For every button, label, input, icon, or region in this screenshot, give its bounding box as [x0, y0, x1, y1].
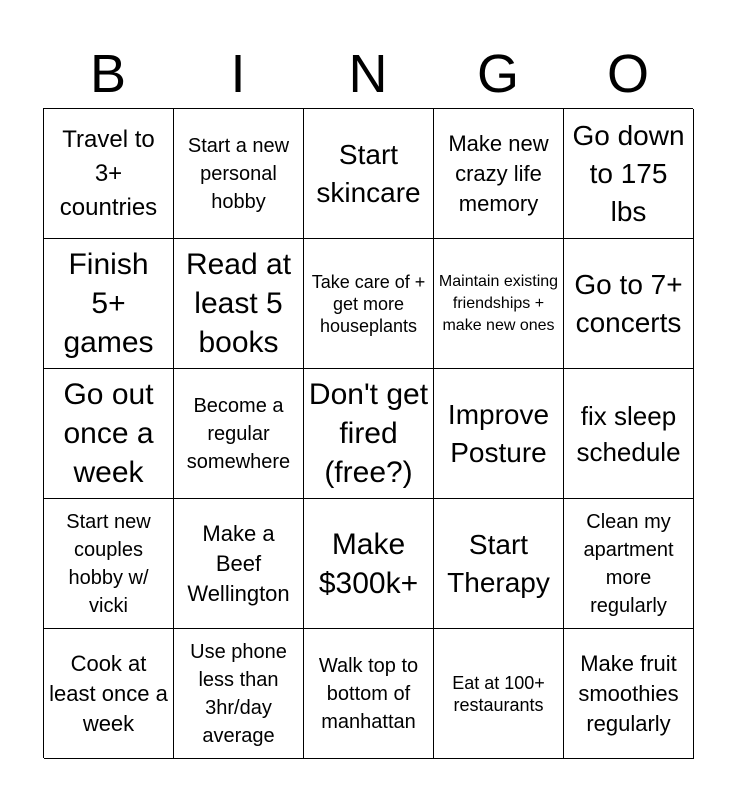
bingo-cell[interactable] [564, 109, 694, 239]
cell-text: Go to 7+ concerts [574, 268, 683, 338]
cell-text: Start skincare [316, 138, 421, 208]
bingo-cell[interactable] [304, 239, 434, 369]
bingo-cell[interactable] [434, 499, 564, 629]
cell-text: Go out once a week [63, 378, 154, 489]
bingo-cell[interactable] [564, 629, 694, 759]
bingo-cell[interactable] [564, 369, 694, 499]
cell-text: Read at least 5 books [185, 248, 292, 359]
bingo-cell[interactable] [44, 499, 174, 629]
cell-text: Go down to 175 lbs [572, 119, 685, 227]
bingo-cell[interactable] [434, 239, 564, 369]
bingo-cell[interactable] [174, 239, 304, 369]
bingo-cell[interactable] [304, 109, 434, 239]
cell-text: Become a regular somewhere [186, 394, 291, 473]
bingo-cell[interactable] [304, 629, 434, 759]
bingo-cell[interactable] [174, 369, 304, 499]
bingo-cell[interactable] [564, 499, 694, 629]
cell-text: Don't get fired (free?) [308, 378, 429, 489]
bingo-header [43, 40, 693, 108]
cell-text: Start a new personal hobby [187, 134, 290, 213]
cell-text: Improve Posture [447, 398, 550, 468]
bingo-cell[interactable] [44, 369, 174, 499]
bingo-cell[interactable] [174, 109, 304, 239]
cell-text: Maintain existing friendships + make new ones [438, 272, 559, 334]
cell-text: Start Therapy [447, 528, 550, 598]
bingo-cell[interactable] [304, 369, 434, 499]
cell-text: Cook at least once a week [49, 650, 168, 736]
cell-text: Make fruit smoothies regularly [578, 650, 679, 736]
bingo-cell[interactable] [44, 239, 174, 369]
bingo-card-grid [43, 108, 693, 758]
bingo-cell[interactable] [174, 499, 304, 629]
cell-text: Finish 5+ games [63, 248, 154, 359]
bingo-cell[interactable] [434, 369, 564, 499]
cell-text: Use phone less than 3hr/day average [190, 640, 287, 747]
bingo-cell[interactable] [434, 629, 564, 759]
bingo-cell[interactable] [564, 239, 694, 369]
cell-text: Clean my apartment more regularly [583, 510, 674, 617]
cell-text: Eat at 100+ restaurants [452, 672, 545, 715]
bingo-cell[interactable] [434, 109, 564, 239]
cell-text: Walk top to bottom of manhattan [318, 654, 419, 733]
header-letter-b: B [89, 44, 127, 104]
cell-text: Take care of + get more houseplants [311, 271, 426, 336]
cell-text: fix sleep schedule [576, 400, 681, 467]
bingo-cell[interactable] [174, 629, 304, 759]
cell-text: Make new crazy life memory [448, 130, 549, 216]
header-letter-g: G [476, 44, 519, 104]
cell-text: Start new couples hobby w/ vicki [66, 510, 151, 617]
cell-text: Make $300k+ [318, 527, 419, 600]
header-letter-n: N [348, 44, 388, 104]
header-letter-o: O [606, 44, 649, 104]
header-letter-i: I [230, 44, 246, 104]
cell-text: Travel to 3+ countries [59, 125, 158, 221]
bingo-cell[interactable] [44, 629, 174, 759]
bingo-cell[interactable] [44, 109, 174, 239]
cell-text: Make a Beef Wellington [187, 520, 290, 606]
bingo-cell[interactable] [304, 499, 434, 629]
